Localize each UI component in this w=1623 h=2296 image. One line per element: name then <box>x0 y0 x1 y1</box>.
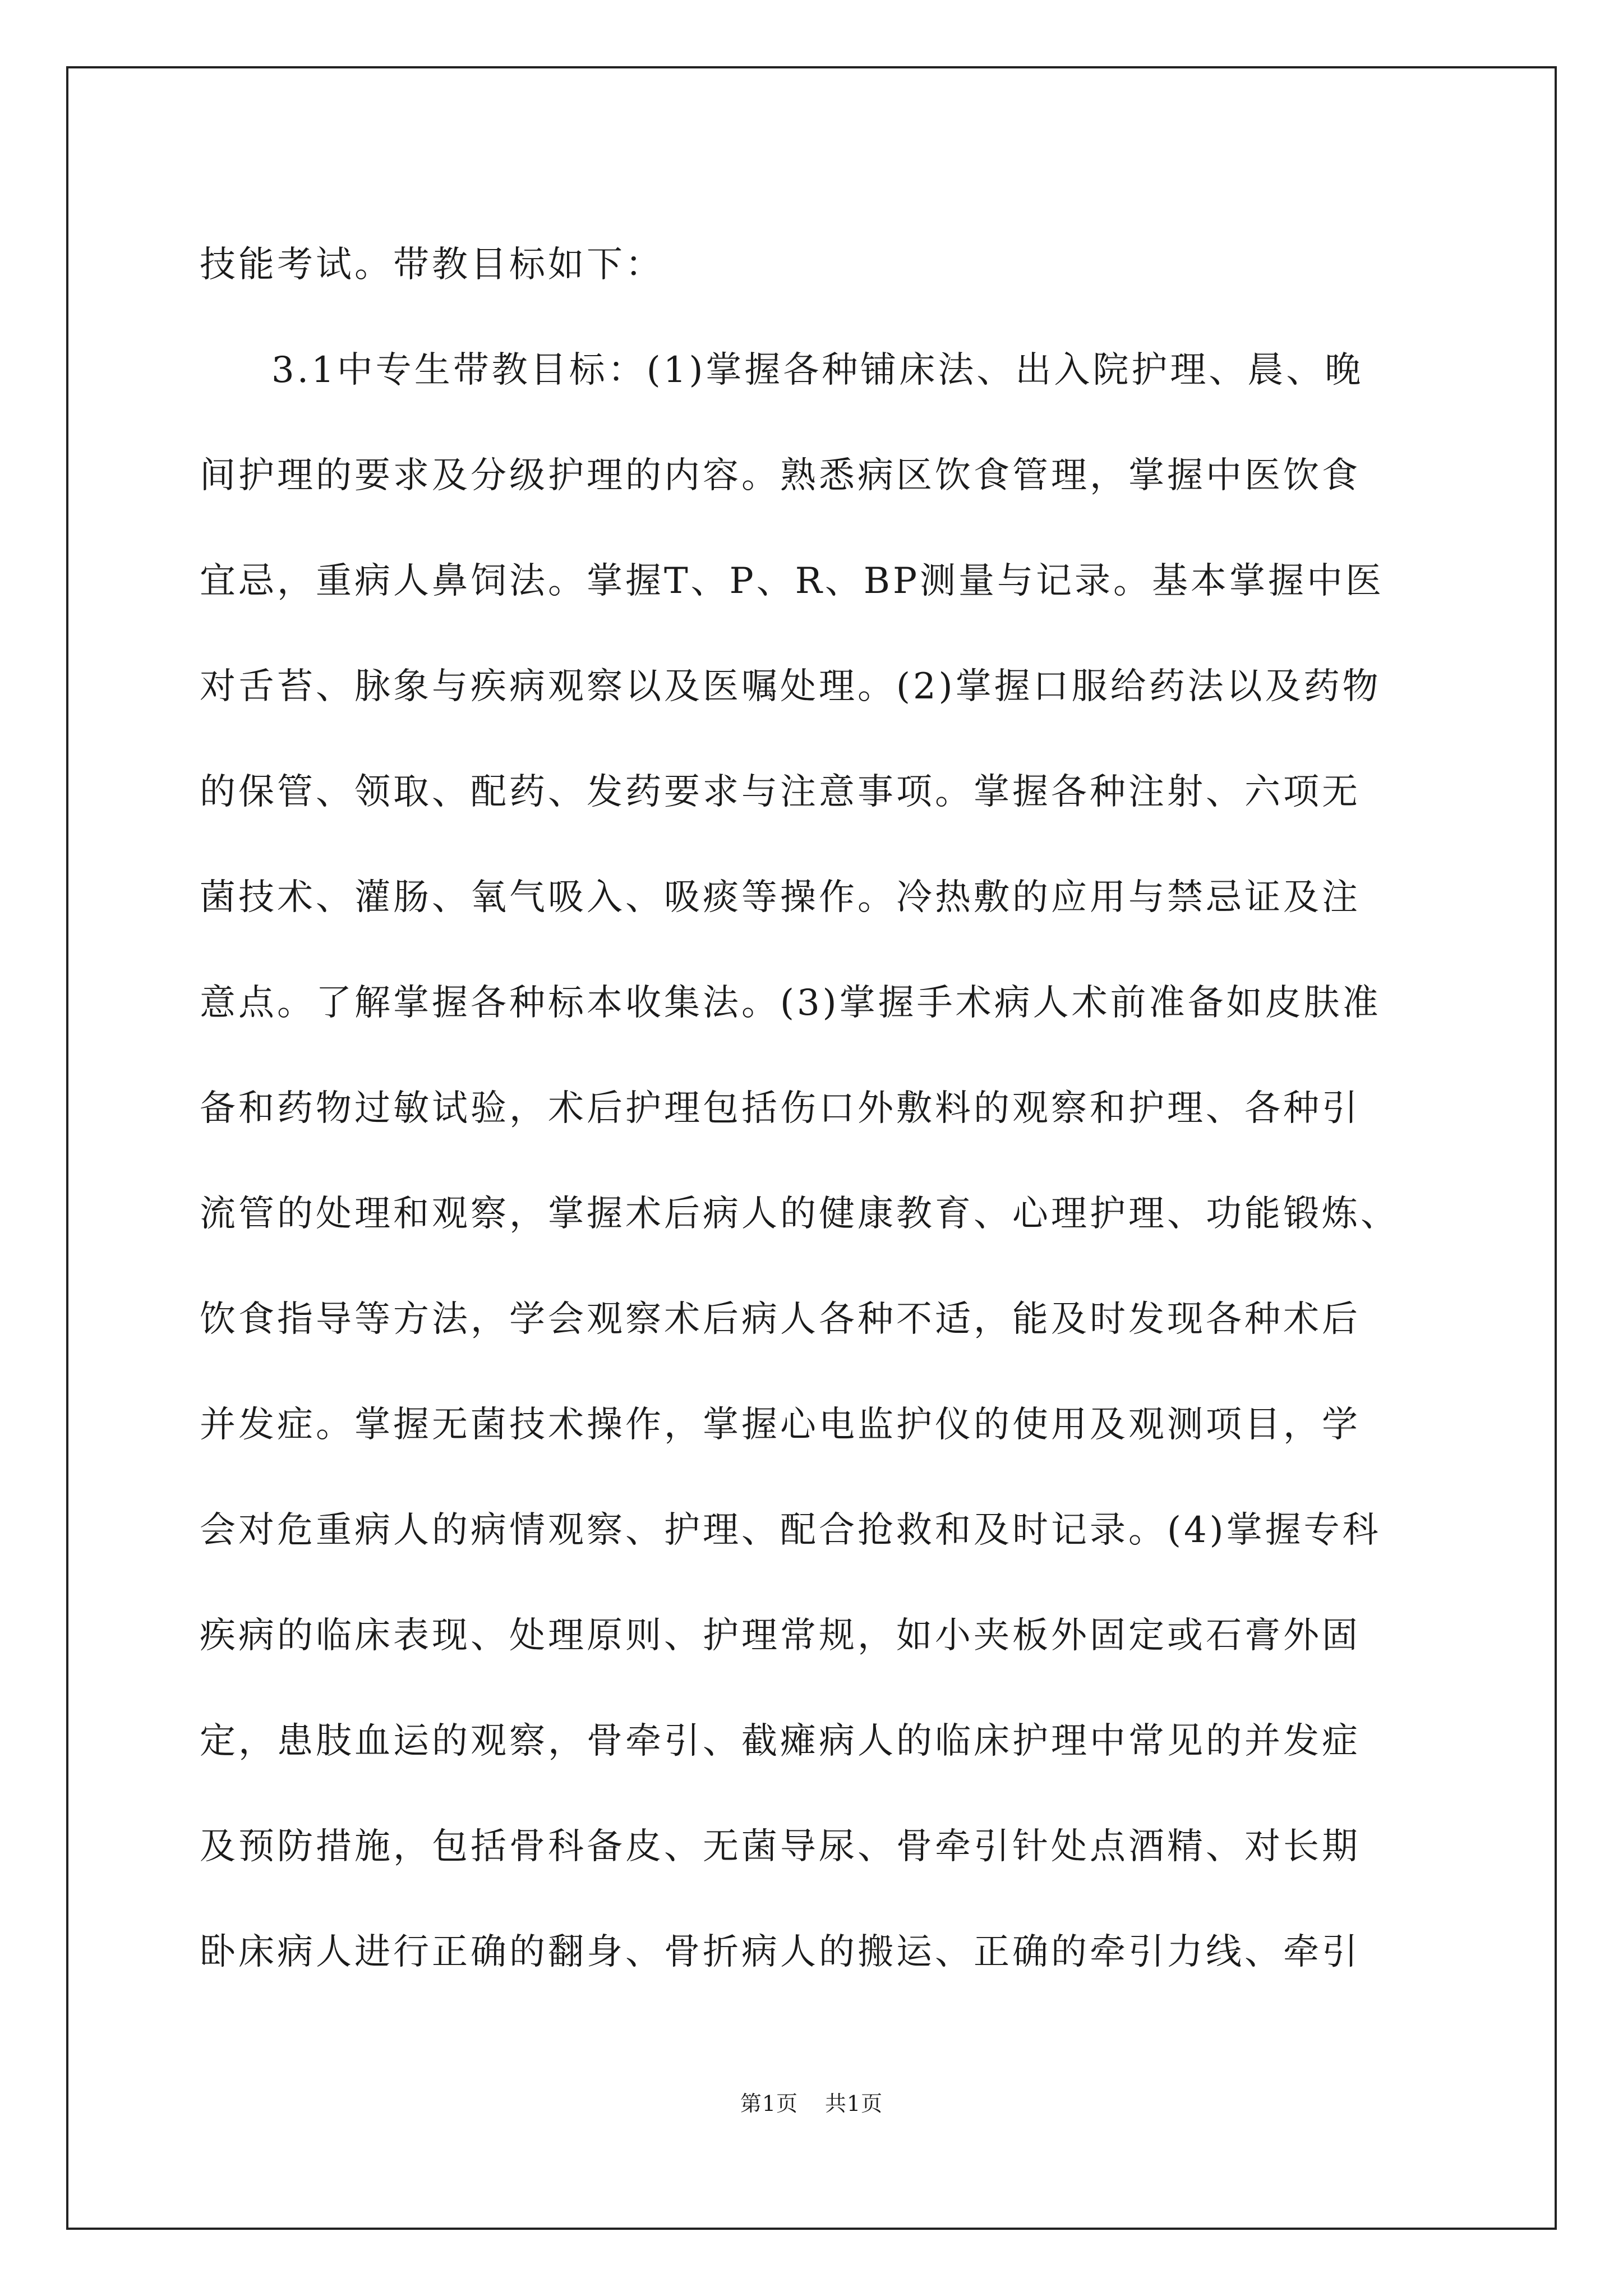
document-body <box>200 212 1433 2005</box>
text-line: 技能考试。带教目标如下： <box>200 244 664 286</box>
text-line: 卧床病人进行正确的翻身、骨折病人的搬运、正确的牵引力线、牵引 <box>200 1931 1361 1973</box>
text-line: 菌技术、灌肠、氧气吸入、吸痰等操作。冷热敷的应用与禁忌证及注 <box>200 877 1361 918</box>
text-line: 定，患肢血运的观察，骨牵引、截瘫病人的临床护理中常见的并发症 <box>200 1720 1361 1762</box>
text-line: 备和药物过敏试验，术后护理包括伤口外敷料的观察和护理、各种引 <box>200 1088 1361 1129</box>
total-pages: 共1页 <box>825 2091 883 2116</box>
text-line: 意点。了解掌握各种标本收集法。(3)掌握手术病人术前准备如皮肤准 <box>200 982 1381 1024</box>
text-line: 饮食指导等方法，学会观察术后病人各种不适，能及时发现各种术后 <box>200 1299 1361 1340</box>
text-line: 会对危重病人的病情观察、护理、配合抢救和及时记录。(4)掌握专科 <box>200 1510 1381 1551</box>
text-line: 宜忌，重病人鼻饲法。掌握T、P、R、BP测量与记录。基本掌握中医 <box>200 560 1385 602</box>
text-line: 间护理的要求及分级护理的内容。熟悉病区饮食管理，掌握中医饮食 <box>200 455 1361 496</box>
text-line: 疾病的临床表现、处理原则、护理常规，如小夹板外固定或石膏外固 <box>200 1615 1361 1657</box>
text-line: 的保管、领取、配药、发药要求与注意事项。掌握各种注射、六项无 <box>200 771 1361 813</box>
text-line: 3.1中专生带教目标：(1)掌握各种铺床法、出入院护理、晨、晚 <box>271 349 1364 391</box>
text-line: 对舌苔、脉象与疾病观察以及医嘱处理。(2)掌握口服给药法以及药物 <box>200 666 1381 707</box>
text-line: 并发症。掌握无菌技术操作，掌握心电监护仪的使用及观测项目，学 <box>200 1404 1361 1446</box>
text-line: 流管的处理和观察，掌握术后病人的健康教育、心理护理、功能锻炼、 <box>200 1193 1399 1235</box>
page-number: 第1页 <box>740 2091 798 2116</box>
page-footer <box>0 2087 1623 2120</box>
text-line: 及预防措施，包括骨科备皮、无菌导尿、骨牵引针处点酒精、对长期 <box>200 1826 1361 1867</box>
